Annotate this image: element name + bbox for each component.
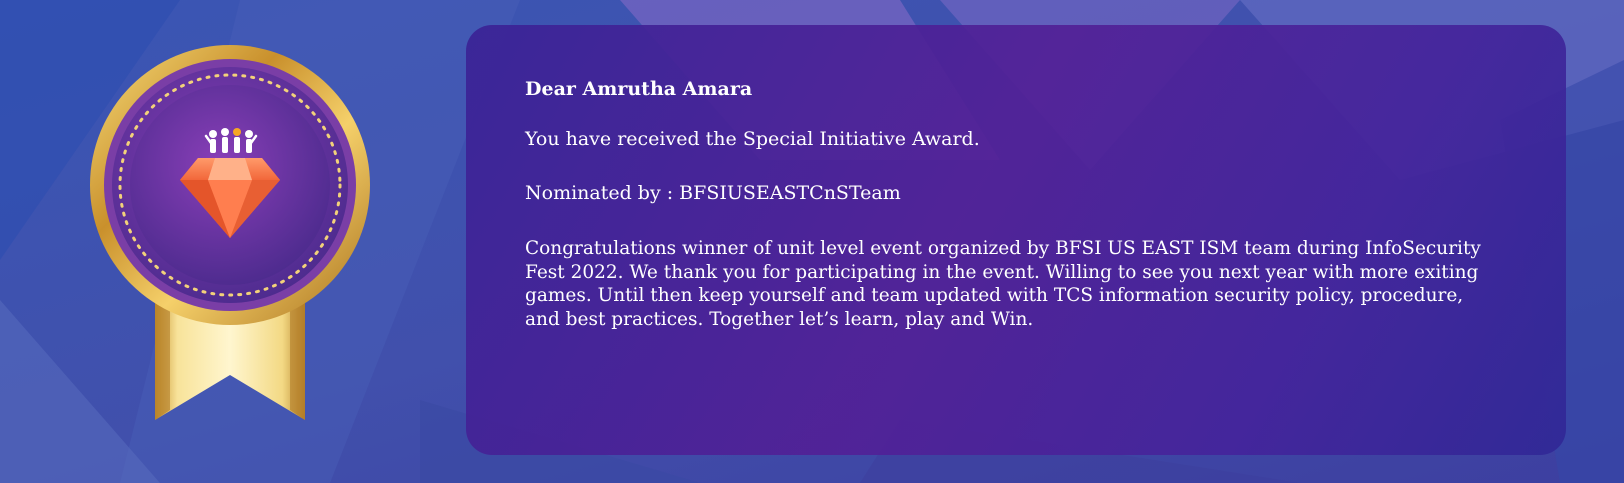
greeting: Dear Amrutha Amara xyxy=(525,78,753,100)
nominated-by: Nominated by : BFSIUSEASTCnSTeam xyxy=(525,182,901,204)
award-message-card xyxy=(466,25,1566,455)
award-medal xyxy=(70,40,400,440)
award-line: You have received the Special Initiative Award. xyxy=(525,128,980,150)
award-message: Congratulations winner of unit level event organized by BFSI US EAST ISM team during InfoSecurity Fest 2022. We thank you for participating in the event. Willing to see you next year with more exiting games. Until then keep yourself and team updated with TCS information security policy, procedure, and best practices. Together let’s learn, play and Win. xyxy=(525,238,1481,330)
